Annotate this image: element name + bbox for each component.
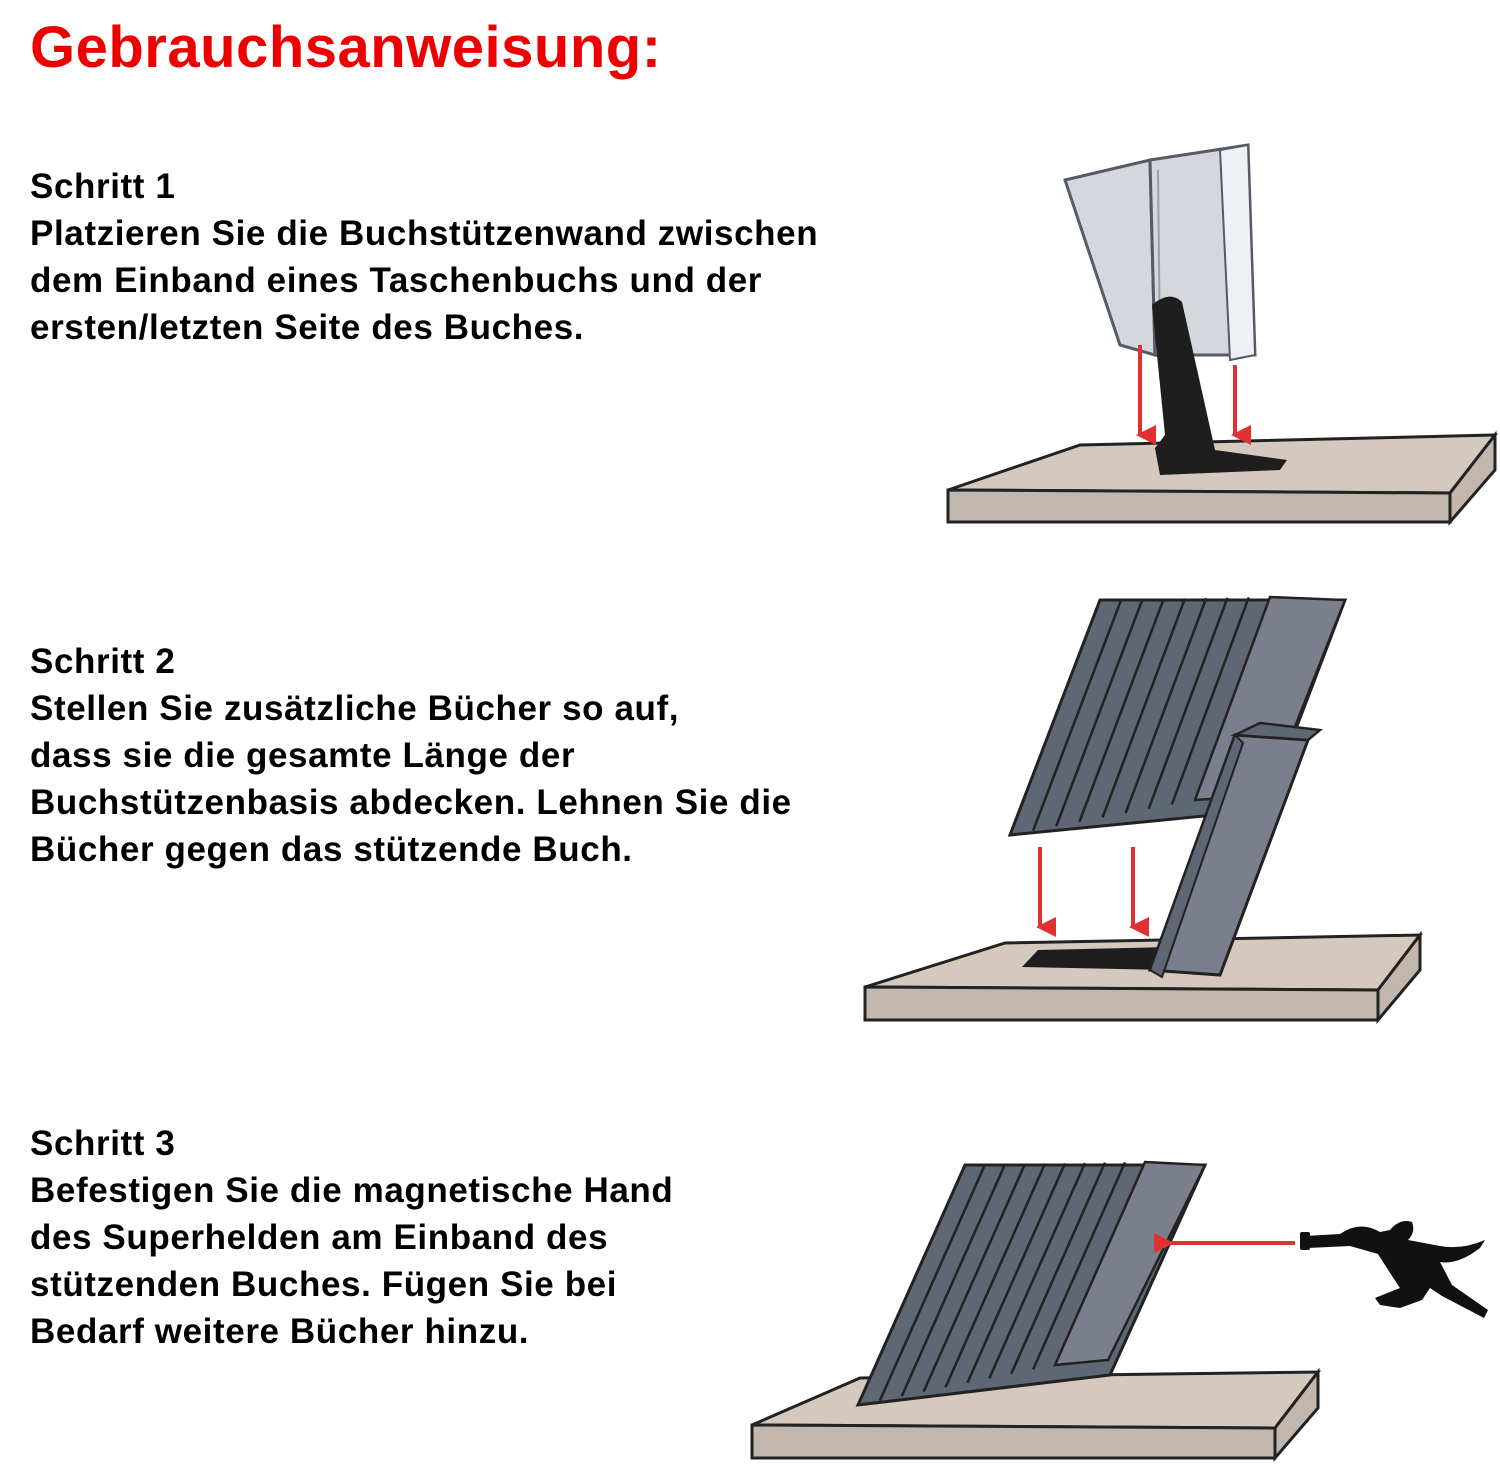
step-1-text xyxy=(30,210,910,351)
step-2-line-4: Bücher gegen das stützende Buch. xyxy=(30,830,633,869)
bookend-base xyxy=(1022,947,1170,970)
step-1-line-2: dem Einband eines Taschenbuchs und der xyxy=(30,261,763,300)
step-2-line-3: Buchstützenbasis abdecken. Lehnen Sie die xyxy=(30,783,792,822)
step-2-line-2: dass sie die gesamte Länge der xyxy=(30,736,576,775)
step-3-line-2: des Superhelden am Einband des xyxy=(30,1218,609,1257)
step-3-line-3: stützenden Buches. Fügen Sie bei xyxy=(30,1265,618,1304)
step-2-line-1: Stellen Sie zusätzliche Bücher so auf, xyxy=(30,689,680,728)
shelf xyxy=(948,435,1495,522)
leaning-books xyxy=(1010,597,1345,835)
step-1 xyxy=(30,163,910,351)
step-3-line-4: Bedarf weitere Bücher hinzu. xyxy=(30,1312,530,1351)
step-2-label: Schritt 2 xyxy=(30,642,176,681)
step-1-label: Schritt 1 xyxy=(30,167,176,206)
step-3-line-1: Befestigen Sie die magnetische Hand xyxy=(30,1171,674,1210)
books-leaning-illustration xyxy=(850,585,1430,1025)
step-2-text xyxy=(30,685,910,873)
superhero-magnet-illustration xyxy=(740,1150,1500,1465)
step-2 xyxy=(30,638,910,873)
leaning-books xyxy=(858,1162,1205,1405)
step-3-label: Schritt 3 xyxy=(30,1124,176,1163)
paperback-on-bookend-illustration xyxy=(930,130,1500,530)
step-1-line-3: ersten/letzten Seite des Buches. xyxy=(30,308,585,347)
superhero-icon xyxy=(1300,1221,1488,1318)
page-title: Gebrauchsanweisung: xyxy=(30,15,662,80)
step-1-line-1: Platzieren Sie die Buchstützenwand zwischen xyxy=(30,214,819,253)
